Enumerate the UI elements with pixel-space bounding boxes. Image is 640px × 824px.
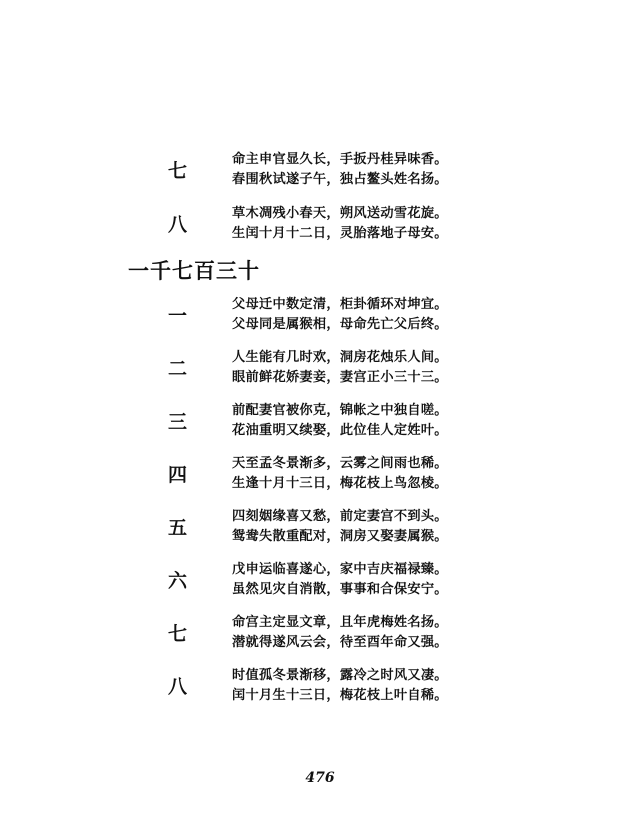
verse-lines xyxy=(232,295,448,335)
entry-number: 八 xyxy=(168,676,188,698)
entry-number: 六 xyxy=(168,570,188,592)
verse-lines xyxy=(232,507,448,547)
verse-line: 时值孤冬景渐移，露冷之时风又凄。 xyxy=(232,668,448,683)
entry-number: 三 xyxy=(168,411,188,433)
verse-lines xyxy=(232,666,448,706)
verse-entry xyxy=(150,348,600,392)
verse-line: 父母同是属猴相，母命先亡父后终。 xyxy=(232,317,448,332)
verse-line: 生闰十月十二日，灵胎落地子母安。 xyxy=(232,226,448,241)
verse-entry xyxy=(150,150,600,194)
verse-line: 草木凋残小春天，朔风送动雪花旋。 xyxy=(232,206,448,221)
verse-entry xyxy=(150,666,600,710)
verse-entry xyxy=(150,204,600,248)
verse-line: 前配妻官被你克，锦帐之中独自嗟。 xyxy=(232,403,448,418)
verse-lines xyxy=(232,204,448,244)
verse-entry xyxy=(150,401,600,445)
page-number: 476 xyxy=(305,770,335,786)
verse-lines xyxy=(232,348,448,388)
entry-number: 五 xyxy=(168,517,188,539)
entry-number: 一 xyxy=(168,305,188,327)
entry-number: 八 xyxy=(168,214,188,236)
entry-number: 七 xyxy=(168,623,188,645)
verse-line: 生逢十月十三日，梅花枝上鸟忽棱。 xyxy=(232,476,448,491)
verse-lines xyxy=(232,560,448,600)
entry-number: 二 xyxy=(168,358,188,380)
verse-line: 潜就得遂风云会，待至酉年命又强。 xyxy=(232,635,448,650)
verse-entry xyxy=(150,613,600,657)
verse-line: 春围秋试遂子午，独占鳌头姓名扬。 xyxy=(232,172,448,187)
verse-entry xyxy=(150,507,600,551)
verse-line: 命宫主定显文章，且年虎梅姓名扬。 xyxy=(232,615,448,630)
entry-number: 四 xyxy=(168,464,188,486)
section-title: 一千七百三十 xyxy=(128,258,260,283)
verse-line: 四刻姻缘喜又愁，前定妻宫不到头。 xyxy=(232,509,448,524)
verse-line: 天至孟冬景渐多，云雾之间雨也稀。 xyxy=(232,456,448,471)
verse-lines xyxy=(232,613,448,653)
entry-number: 七 xyxy=(168,160,188,182)
verse-line: 人生能有几时欢，洞房花烛乐人间。 xyxy=(232,350,448,365)
verse-line: 命主申官显久长，手扳丹桂异味香。 xyxy=(232,152,448,167)
verse-lines xyxy=(232,401,448,441)
verse-entry xyxy=(150,560,600,604)
verse-lines xyxy=(232,150,448,190)
verse-line: 虽然见灾自消散，事事和合保安宁。 xyxy=(232,582,448,597)
verse-line: 戊申运临喜遂心，家中吉庆福禄臻。 xyxy=(232,562,448,577)
verse-line: 闰十月生十三日，梅花枝上叶自稀。 xyxy=(232,688,448,703)
verse-line: 鸳鸯失散重配对，洞房又娶妻属猴。 xyxy=(232,529,448,544)
verse-entry xyxy=(150,454,600,498)
verse-line: 父母迁中数定清，柜卦循环对坤宜。 xyxy=(232,297,448,312)
verse-line: 眼前鲜花娇妻妾，妻宫正小三十三。 xyxy=(232,370,448,385)
verse-lines xyxy=(232,454,448,494)
verse-line: 花油重明又续娶，此位佳人定姓叶。 xyxy=(232,423,448,438)
verse-entry xyxy=(150,295,600,339)
